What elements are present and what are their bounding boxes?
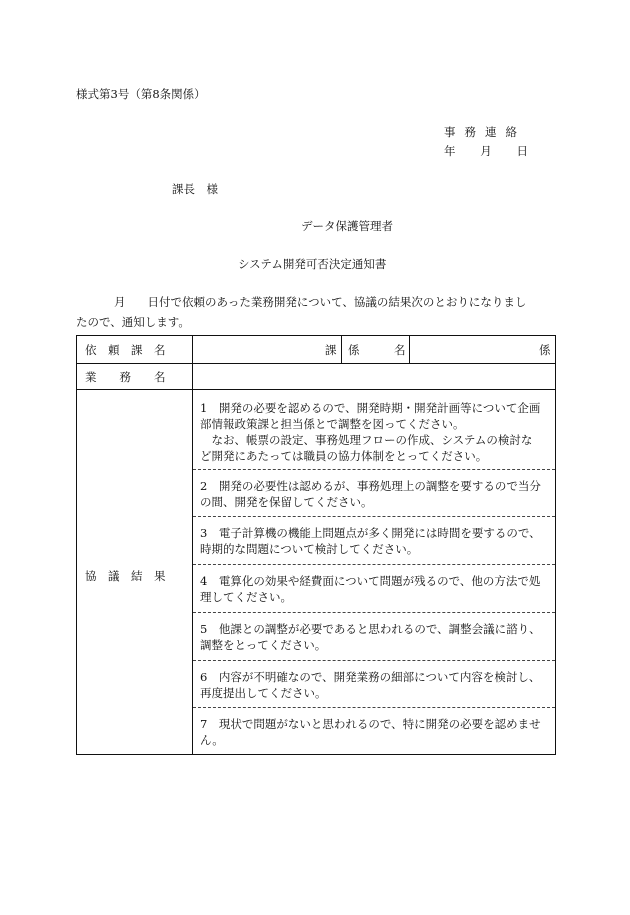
- business-name-label: 業 務 名: [85, 370, 166, 384]
- body-line-1-text: 日付で依頼のあった業務開発について、協議の結果次のとおりになりまし: [147, 295, 527, 309]
- result-option-text: 4 電算化の効果や経費面について問題が残るので、他の方法で処 理してください。: [200, 574, 541, 604]
- date-line: [444, 143, 528, 159]
- option-divider: [193, 612, 555, 613]
- recipient: 課長 様: [172, 182, 218, 196]
- result-option-4: [193, 573, 555, 605]
- result-option-text: 1 開発の必要を認めるので、開発時期・開発計画等について企画 部情報政策課と担当係とで調整を図ってください。 なお、帳票の設定、事務処理フローの作成、システムの検討な ど開発にあたっては職員の協力体制をとってください。: [200, 401, 541, 463]
- table-row-divider: [77, 389, 555, 390]
- document-type-label: 事務連絡: [444, 125, 526, 139]
- body-month-label: 月: [114, 295, 126, 309]
- result-table: [76, 335, 556, 755]
- requesting-dept-label-text: 依 頼 課 名: [85, 343, 166, 357]
- result-option-1: [193, 400, 555, 464]
- dept-suffix: 課: [325, 343, 337, 357]
- sender: データ保護管理者: [301, 219, 393, 233]
- form-number: 様式第3号（第8条関係）: [76, 87, 206, 101]
- section-label-divider: [409, 336, 410, 363]
- option-divider: [193, 469, 555, 470]
- body-paragraph: [76, 292, 558, 332]
- requesting-dept-label: [85, 342, 183, 358]
- result-option-text: 2 開発の必要性は認めるが、事務処理上の調整を要するので当分 の間、開発を保留してください。: [200, 479, 541, 509]
- option-divider: [193, 516, 555, 517]
- option-divider: [193, 660, 555, 661]
- result-option-6: [193, 669, 555, 701]
- result-option-text: 5 他課との調整が必要であると思われるので、調整会議に諮り、 調整をとってください。: [200, 622, 541, 652]
- result-option-7: [193, 716, 555, 748]
- result-option-2: [193, 478, 555, 510]
- result-option-3: [193, 525, 555, 557]
- option-divider: [193, 707, 555, 708]
- date-month-label: 月: [480, 144, 492, 158]
- result-option-text: 6 内容が不明確なので、開発業務の細部について内容を検討し、 再度提出してください。: [200, 670, 541, 700]
- result-option-text: 7 現状で問題がないと思われるので、特に開発の必要を認めませ ん。: [200, 717, 541, 747]
- dept-section-divider: [341, 336, 342, 363]
- section-suffix: 係: [539, 343, 551, 357]
- body-line-1: [76, 292, 558, 312]
- document-title: システム開発可否決定通知書: [238, 257, 387, 271]
- result-label: 協 議 結 果: [85, 569, 166, 583]
- table-row-divider: [77, 363, 555, 364]
- result-option-text: 3 電子計算機の機能上問題点が多く開発には時間を要するので、 時期的な問題について検討してください。: [200, 526, 541, 556]
- section-label: 係 名: [348, 343, 406, 357]
- body-line-2: たので、通知します。: [76, 315, 190, 329]
- result-option-5: [193, 621, 555, 653]
- date-day-label: 日: [516, 144, 528, 158]
- option-divider: [193, 564, 555, 565]
- date-year-label: 年: [444, 144, 456, 158]
